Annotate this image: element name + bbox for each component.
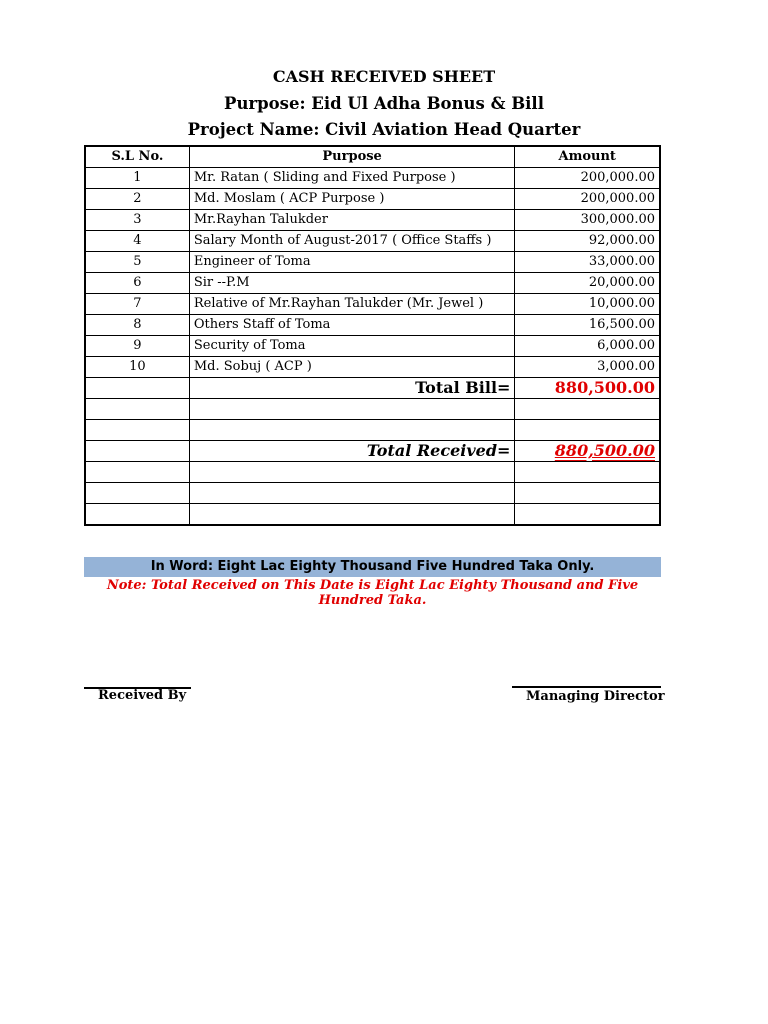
row-purpose: Engineer of Toma (189, 252, 515, 273)
table-row-empty (85, 420, 660, 441)
project-name: Project Name: Civil Aviation Head Quarter (187, 120, 581, 139)
row-amount: 3,000.00 (515, 357, 660, 378)
table-row (85, 357, 660, 378)
table-row (85, 210, 660, 231)
row-purpose: Md. Sobuj ( ACP ) (189, 357, 515, 378)
cash-table (84, 145, 661, 526)
table-row (85, 336, 660, 357)
table-row (85, 273, 660, 294)
table-header-row (85, 146, 660, 168)
row-purpose: Salary Month of August-2017 ( Office Staffs ) (189, 231, 515, 252)
row-sl: 7 (85, 294, 189, 315)
row-purpose: Md. Moslam ( ACP Purpose ) (189, 189, 515, 210)
row-purpose: Mr. Ratan ( Sliding and Fixed Purpose ) (189, 168, 515, 189)
managing-director-signature-line (512, 686, 661, 688)
table-row-empty (85, 483, 660, 504)
row-purpose: Others Staff of Toma (189, 315, 515, 336)
row-purpose: Security of Toma (189, 336, 515, 357)
total-bill-row (85, 378, 660, 399)
row-sl: 8 (85, 315, 189, 336)
row-purpose: Mr.Rayhan Talukder (189, 210, 515, 231)
table-row-empty (85, 504, 660, 526)
total-received-value: 880,500.00 (515, 441, 660, 462)
row-sl: 2 (85, 189, 189, 210)
row-sl: 3 (85, 210, 189, 231)
table-row-empty (85, 399, 660, 420)
col-header-amount: Amount (515, 146, 660, 168)
row-sl: 1 (85, 168, 189, 189)
row-purpose: Relative of Mr.Rayhan Talukder (Mr. Jewel ) (189, 294, 515, 315)
total-received-label: Total Received= (189, 441, 515, 462)
total-received-row (85, 441, 660, 462)
col-header-purpose: Purpose (189, 146, 515, 168)
row-amount: 16,500.00 (515, 315, 660, 336)
table-row (85, 252, 660, 273)
row-sl: 5 (85, 252, 189, 273)
table-row (85, 231, 660, 252)
table-row (85, 189, 660, 210)
row-sl: 9 (85, 336, 189, 357)
managing-director-label: Managing Director (526, 689, 665, 704)
row-amount: 200,000.00 (515, 168, 660, 189)
row-amount: 10,000.00 (515, 294, 660, 315)
row-amount: 300,000.00 (515, 210, 660, 231)
row-amount: 200,000.00 (515, 189, 660, 210)
total-bill-label: Total Bill= (189, 378, 515, 399)
table-row-empty (85, 462, 660, 483)
note-text: Note: Total Received on This Date is Eight Lac Eighty Thousand and Five Hundred Taka. (106, 578, 639, 608)
row-purpose: Sir --P.M (189, 273, 515, 294)
row-sl: 6 (85, 273, 189, 294)
col-header-sl: S.L No. (85, 146, 189, 168)
in-word-banner: In Word: Eight Lac Eighty Thousand Five Hundred Taka Only. (84, 557, 661, 577)
row-sl: 10 (85, 357, 189, 378)
row-sl: 4 (85, 231, 189, 252)
sheet-title: CASH RECEIVED SHEET (272, 67, 496, 86)
received-by-label: Received By (98, 688, 187, 703)
row-amount: 92,000.00 (515, 231, 660, 252)
sheet-purpose: Purpose: Eid Ul Adha Bonus & Bill (224, 94, 544, 113)
total-bill-value: 880,500.00 (515, 378, 660, 399)
table-row (85, 294, 660, 315)
table-row (85, 168, 660, 189)
row-amount: 33,000.00 (515, 252, 660, 273)
row-amount: 20,000.00 (515, 273, 660, 294)
row-amount: 6,000.00 (515, 336, 660, 357)
table-row (85, 315, 660, 336)
